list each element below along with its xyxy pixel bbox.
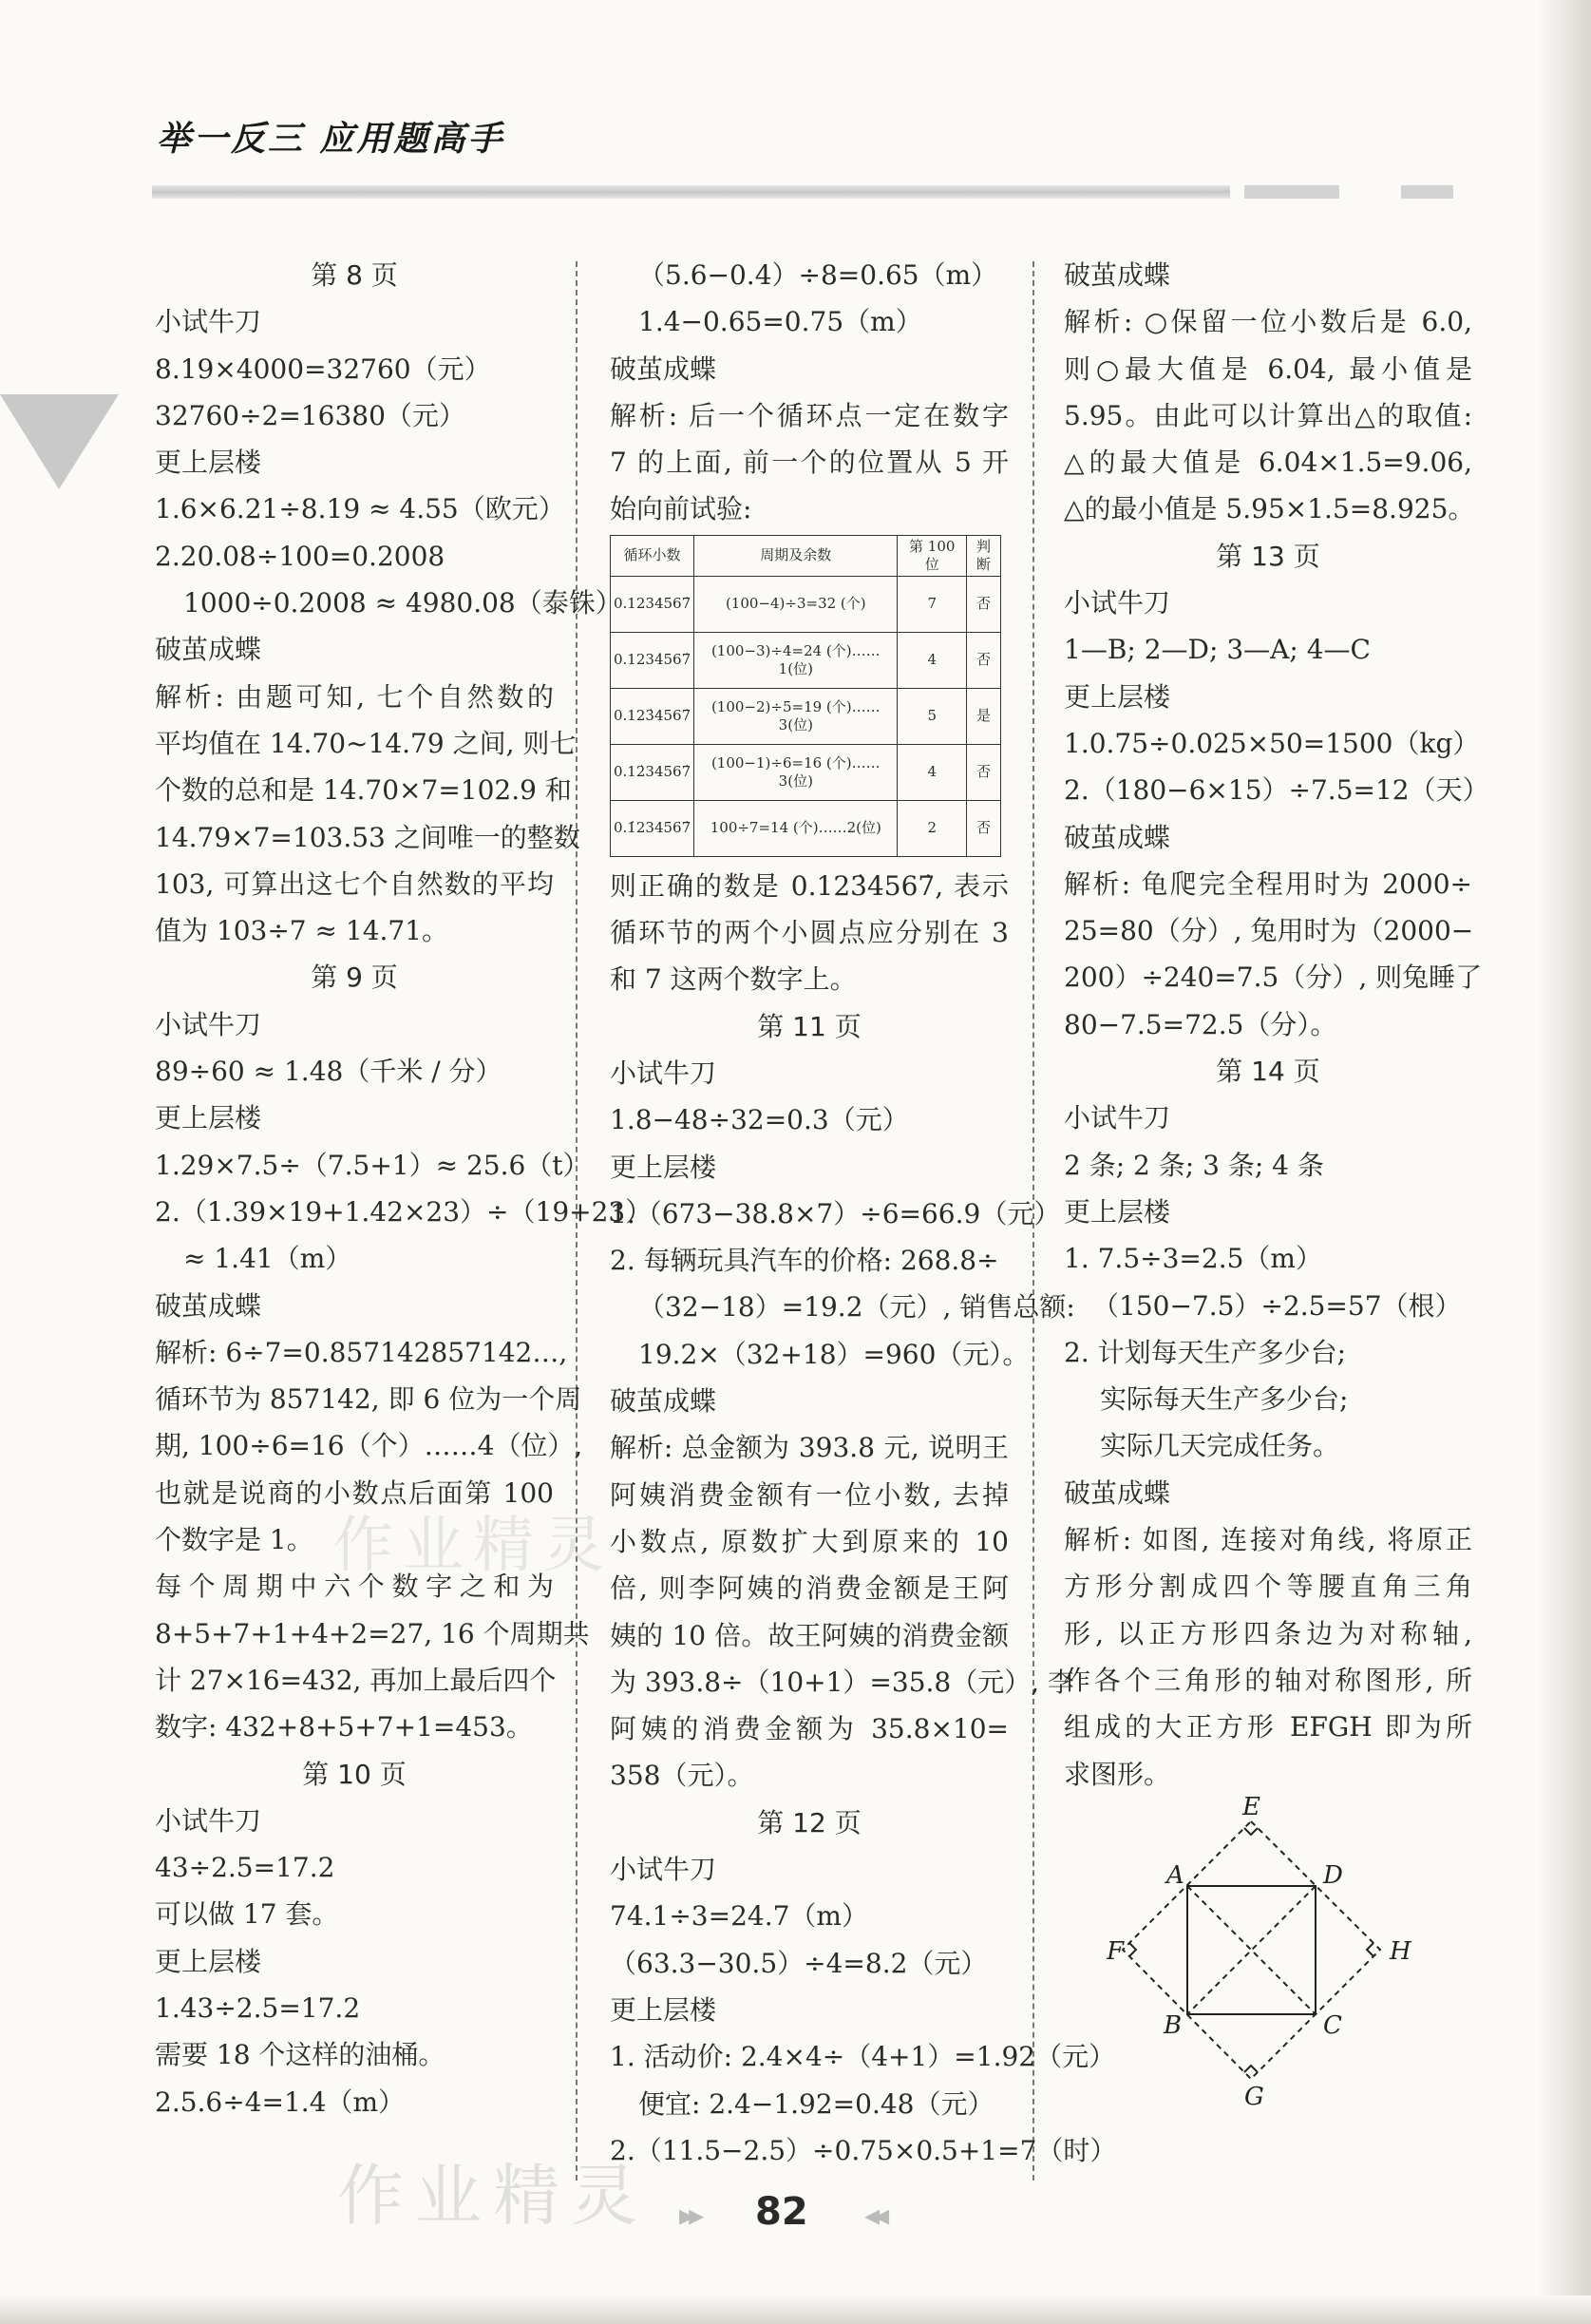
subsection-heading: 更上层楼	[155, 447, 262, 479]
table-cell: 0.1234̇567̇	[611, 632, 694, 688]
answer-line: 2. 计划每天生产多少台;	[1064, 1336, 1347, 1368]
square-efgh	[1123, 1821, 1380, 2079]
answer-line: 个数字是 1。	[155, 1524, 313, 1556]
answer-line: （150−7.5）÷2.5=57（根）	[1092, 1289, 1462, 1322]
diagonal-ac	[1187, 1886, 1316, 2014]
table-cell: 7	[898, 576, 967, 632]
subsection-heading: 破茧成蝶	[610, 352, 717, 385]
label-g: G	[1244, 2083, 1264, 2109]
table-cell: 否	[966, 632, 1000, 688]
answer-line: 作各个三角形的轴对称图形, 所	[1064, 1664, 1472, 1696]
answer-line: 也就是说商的小数点后面第 100	[155, 1476, 554, 1509]
table-header-cell: 第 100 位	[898, 535, 967, 576]
table-header-cell: 判断	[966, 535, 1000, 576]
answer-line: 74.1÷3=24.7（m）	[610, 1900, 868, 1933]
table-row	[611, 688, 1001, 744]
page-bottom-shadow	[0, 2295, 1591, 2324]
table-cell: 100÷7=14 (个)……2(位)	[694, 800, 898, 856]
answer-line: 25=80（分）, 兔用时为（2000−	[1064, 915, 1474, 947]
answer-line: 19.2×（32+18）=960（元）。	[638, 1338, 1030, 1370]
table-cell: 2	[898, 800, 967, 856]
table-cell: 否	[966, 744, 1000, 800]
subsection-heading: 破茧成蝶	[155, 1289, 262, 1322]
answer-line: 需要 18 个这样的油桶。	[155, 2039, 445, 2071]
table-cell: 0.1̇234567̇	[611, 800, 694, 856]
answer-line: △的最小值是 5.95×1.5=8.925。	[1064, 493, 1475, 525]
table-cell: 4	[898, 744, 967, 800]
table-cell: 5	[898, 688, 967, 744]
table-row	[611, 632, 1001, 688]
answer-line: 1.（673−38.8×7）÷6=66.9（元）	[610, 1197, 1061, 1229]
answer-line: 2.（11.5−2.5）÷0.75×0.5+1=7（时）	[610, 2134, 1117, 2166]
table-cell: 4	[898, 632, 967, 688]
answer-line: 循环节为 857142, 即 6 位为一个周	[155, 1383, 582, 1416]
answer-line: 始向前试验:	[610, 493, 752, 525]
table-cell: 0.123̇4567̇	[611, 688, 694, 744]
answer-line: 1.29×7.5÷（7.5+1）≈ 25.6（t）	[155, 1149, 590, 1181]
answer-line: 则○最大值是 6.04, 最小值是	[1064, 352, 1472, 385]
table-row	[611, 744, 1001, 800]
answer-line: 2.（1.39×19+1.42×23）÷（19+23）	[155, 1195, 653, 1228]
subsection-heading: 更上层楼	[610, 1151, 717, 1183]
diagonal-bd	[1187, 1886, 1316, 2014]
subsection-heading: 更上层楼	[155, 1102, 262, 1134]
table-cell: (100−3)÷4=24 (个)……1(位)	[694, 632, 898, 688]
label-h: H	[1390, 1937, 1411, 1966]
answer-line: 实际几天完成任务。	[1100, 1430, 1340, 1462]
subsection-heading: 小试牛刀	[155, 1804, 262, 1837]
answer-line: 可以做 17 套。	[155, 1898, 339, 1931]
answer-line: 计 27×16=432, 再加上最后四个	[155, 1664, 557, 1696]
answer-line: 解析: 由题可知, 七个自然数的	[155, 680, 554, 713]
answer-line: 求图形。	[1064, 1758, 1171, 1790]
header-rule	[152, 185, 1230, 199]
answer-line: 103, 可算出这七个自然数的平均	[155, 867, 554, 900]
subsection-heading: 破茧成蝶	[1064, 821, 1171, 853]
answer-line: 平均值在 14.70~14.79 之间, 则七	[155, 727, 577, 759]
column-2-bottom-text	[610, 863, 1117, 2174]
answer-line: 2.（180−6×15）÷7.5=12（天）	[1064, 774, 1489, 807]
square-efgh-figure	[1107, 1796, 1430, 2109]
answer-line: 解析: 后一个循环点一定在数字	[610, 399, 1009, 431]
answer-line: 7 的上面, 前一个的位置从 5 开	[610, 447, 1009, 479]
answer-line: 43÷2.5=17.2	[155, 1852, 335, 1884]
answer-line: 2.20.08÷100=0.2008	[155, 540, 445, 572]
section-heading: 第 11 页	[757, 1010, 862, 1042]
square-abcd	[1187, 1886, 1316, 2014]
right-angle-mark-g	[1244, 2066, 1258, 2072]
watermark: 作业精灵	[337, 2157, 649, 2235]
subsection-heading: 更上层楼	[610, 1993, 717, 2026]
answer-line: 则正确的数是 0.123̇4567̇, 表示	[610, 869, 1009, 902]
label-f: F	[1107, 1937, 1125, 1966]
answer-line: 1.6×6.21÷8.19 ≈ 4.55（欧元）	[155, 493, 565, 525]
subsection-heading: 破茧成蝶	[1064, 259, 1171, 291]
answer-line: （5.6−0.4）÷8=0.65（m）	[638, 259, 998, 291]
answer-line: 1.43÷2.5=17.2	[155, 1991, 361, 2024]
answer-column-3	[1064, 252, 1489, 1798]
answer-column-2	[610, 252, 1117, 2174]
subsection-heading: 更上层楼	[1064, 1195, 1171, 1228]
subsection-heading: 小试牛刀	[610, 1854, 717, 1886]
section-heading: 第 13 页	[1216, 540, 1320, 572]
right-angle-mark-h	[1367, 1943, 1373, 1956]
answer-line: 14.79×7=103.53 之间唯一的整数	[155, 821, 580, 853]
watermark: 作业精灵	[332, 1511, 614, 1581]
answer-line: 2 条; 2 条; 3 条; 4 条	[1064, 1149, 1324, 1181]
answer-line: 80−7.5=72.5（分）。	[1064, 1008, 1337, 1040]
answer-line: 89÷60 ≈ 1.48（千米 / 分）	[155, 1056, 502, 1088]
answer-line: 循环节的两个小圆点应分别在 3	[610, 917, 1009, 949]
answer-line: 期, 100÷6=16（个）……4（位）,	[155, 1430, 583, 1462]
table-cell: 否	[966, 576, 1000, 632]
decorative-triangle	[0, 390, 123, 494]
answer-line: 5.95。由此可以计算出△的取值:	[1064, 399, 1472, 431]
section-heading: 第 8 页	[311, 259, 398, 291]
answer-line: 和 7 这两个数字上。	[610, 963, 857, 996]
label-b: B	[1164, 2011, 1183, 2040]
table-cell: 是	[966, 688, 1000, 744]
page-number: 82	[755, 2190, 808, 2234]
subsection-heading: 破茧成蝶	[610, 1385, 717, 1418]
answer-line: 便宜: 2.4−1.92=0.48（元）	[638, 2087, 994, 2120]
page-arrows-left: ▸▸	[679, 2197, 699, 2233]
answer-line: 2.5.6÷4=1.4（m）	[155, 2086, 406, 2118]
right-angle-mark-e	[1244, 1828, 1258, 1835]
answer-line: 每个周期中六个数字之和为	[155, 1571, 554, 1603]
answer-line: 1. 7.5÷3=2.5（m）	[1064, 1243, 1322, 1275]
subsection-heading: 小试牛刀	[155, 1008, 262, 1040]
subsection-heading: 小试牛刀	[1064, 587, 1171, 619]
subsection-heading: 小试牛刀	[1064, 1102, 1171, 1134]
answer-line: 32760÷2=16380（元）	[155, 399, 465, 431]
label-c: C	[1323, 2011, 1342, 2040]
header-title: 举一反三 应用题高手	[157, 120, 505, 159]
table-row	[611, 576, 1001, 632]
column-2-top-text	[610, 252, 1009, 533]
answer-line: 数字: 432+8+5+7+1=453。	[155, 1711, 533, 1743]
answer-line: 2. 每辆玩具汽车的价格: 268.8÷	[610, 1245, 999, 1277]
right-angle-mark-f	[1129, 1943, 1136, 1956]
answer-line: 姨的 10 倍。故王阿姨的消费金额	[610, 1619, 1009, 1651]
answer-line: 解析: 6÷7=0.857142857142…,	[155, 1336, 568, 1368]
answer-line: 阿姨消费金额有一位小数, 去掉	[610, 1478, 1009, 1511]
table-cell: (100−1)÷6=16 (个)……3(位)	[694, 744, 898, 800]
header-rule-segment	[1401, 185, 1453, 199]
answer-line: 1.4−0.65=0.75（m）	[638, 306, 922, 338]
answer-line: （63.3−30.5）÷4=8.2（元）	[610, 1947, 988, 1979]
section-heading: 第 10 页	[302, 1758, 407, 1790]
answer-line: 1. 活动价: 2.4×4÷（4+1）=1.92（元）	[610, 2041, 1116, 2073]
subsection-heading: 小试牛刀	[155, 306, 262, 338]
table-cell: (100−2)÷5=19 (个)……3(位)	[694, 688, 898, 744]
answer-line: 1—B; 2—D; 3—A; 4—C	[1064, 634, 1371, 666]
answer-line: 为 393.8÷（10+1）=35.8（元）, 李	[610, 1666, 1075, 1698]
subsection-heading: 破茧成蝶	[155, 634, 262, 666]
answer-line: 倍, 则李阿姨的消费金额是王阿	[610, 1572, 1009, 1605]
section-heading: 第 9 页	[311, 962, 398, 994]
section-heading: 第 14 页	[1216, 1056, 1320, 1088]
table-header-cell: 循环小数	[611, 535, 694, 576]
answer-line: 8.19×4000=32760（元）	[155, 352, 491, 385]
table-row	[611, 800, 1001, 856]
answer-line: ≈ 1.41（m）	[183, 1243, 352, 1275]
subsection-heading: 更上层楼	[1064, 680, 1171, 713]
answer-line: 方形分割成四个等腰直角三角	[1064, 1571, 1472, 1603]
answer-line: 形, 以正方形四条边为对称轴,	[1064, 1617, 1472, 1649]
subsection-heading: 破茧成蝶	[1064, 1476, 1171, 1509]
answer-line: 1.0.75÷0.025×50=1500（kg）	[1064, 727, 1480, 759]
answer-line: △的最大值是 6.04×1.5=9.06,	[1064, 447, 1472, 479]
table-cell: 否	[966, 800, 1000, 856]
label-d: D	[1323, 1861, 1343, 1890]
answer-line: 个数的总和是 14.70×7=102.9 和	[155, 774, 572, 807]
label-a: A	[1166, 1861, 1184, 1890]
answer-line: 解析: ○保留一位小数后是 6.0,	[1064, 306, 1472, 338]
cycle-trial-table	[610, 535, 1001, 857]
answer-line: 8+5+7+1+4+2=27, 16 个周期共	[155, 1617, 590, 1649]
label-e: E	[1242, 1796, 1260, 1821]
table-cell: 0.12̇34567̇	[611, 744, 694, 800]
page-arrows-right: ◂◂	[864, 2197, 884, 2233]
table-cell: 0.1234567̇	[611, 576, 694, 632]
answer-line: （32−18）=19.2（元）, 销售总额:	[638, 1291, 1075, 1324]
answer-line: 解析: 总金额为 393.8 元, 说明王	[610, 1432, 1009, 1464]
subsection-heading: 小试牛刀	[610, 1057, 717, 1089]
answer-line: 1000÷0.2008 ≈ 4980.08（泰铢）	[183, 587, 622, 619]
answer-line: 小数点, 原数扩大到原来的 10	[610, 1525, 1009, 1557]
answer-line: 值为 103÷7 ≈ 14.71。	[155, 915, 449, 947]
answer-line: 解析: 龟爬完全程用时为 2000÷	[1064, 867, 1472, 900]
table-header-cell: 周期及余数	[694, 535, 898, 576]
answer-line: 组成的大正方形 EFGH 即为所	[1064, 1711, 1472, 1743]
answer-line: 200）÷240=7.5（分）, 则兔睡了	[1064, 962, 1483, 994]
answer-line: 解析: 如图, 连接对角线, 将原正	[1064, 1524, 1472, 1556]
subsection-heading: 更上层楼	[155, 1945, 262, 1977]
section-heading: 第 12 页	[757, 1806, 862, 1838]
page-edge-shadow	[1539, 0, 1591, 2324]
table-cell: (100−4)÷3=32 (个)	[694, 576, 898, 632]
answer-line: 1.8−48÷32=0.3（元）	[610, 1104, 909, 1136]
answer-line: 阿姨的消费金额为 35.8×10=	[610, 1713, 1009, 1745]
header-rule-segment	[1244, 185, 1339, 199]
answer-line: 358（元）。	[610, 1760, 754, 1792]
answer-line: 实际每天生产多少台;	[1100, 1383, 1349, 1416]
